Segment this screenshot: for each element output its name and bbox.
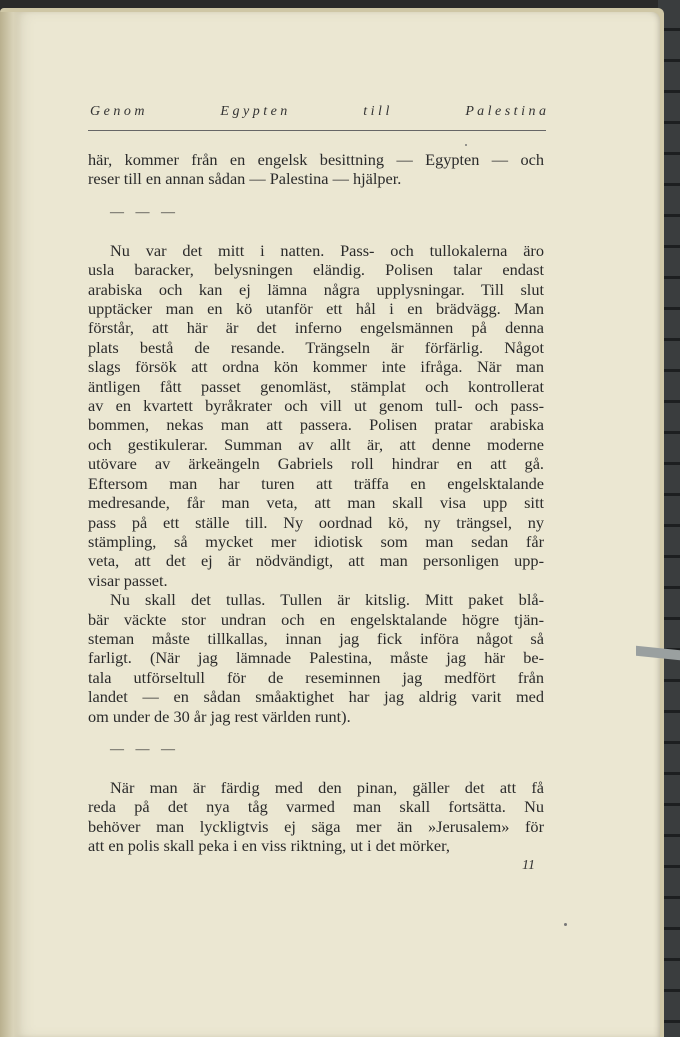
running-header-word: t i l l <box>363 104 390 119</box>
text-line: bommen, nekas man att passera. Polisen pratar arabiska <box>88 415 544 435</box>
running-header-word: P a l e s t i n a <box>465 104 546 119</box>
paragraph <box>88 150 544 189</box>
text-line: Nu var det mitt i natten. Pass- och tullokalerna äro <box>110 240 544 260</box>
paper-speck <box>564 923 567 926</box>
text-line: Eftersom man har turen att träffa en engelsktalande <box>88 473 544 493</box>
text-line: plats bestå de resande. Trängseln är förfärlig. Något <box>88 337 544 357</box>
text-line: visar passet. <box>88 570 168 590</box>
paragraph <box>88 590 544 726</box>
text-line: medresande, får man veta, att man skall visa upp sitt <box>88 493 544 513</box>
text-line: och gestikulerar. Summan av allt är, att denne moderne <box>88 434 544 454</box>
text-line: att en polis skall peka i en viss riktning, ut i det mörker, <box>88 836 450 856</box>
text-line: steman måste tillkallas, innan jag fick införa något så <box>88 628 544 648</box>
text-line: behöver man lyckligtvis ej säga mer än »Jerusalem» för <box>88 816 544 836</box>
text-line: När man är färdig med den pinan, gäller det att få <box>110 777 544 797</box>
text-line: här, kommer från en engelsk besittning — Egypten — och <box>88 150 544 169</box>
text-line: utövare av ärkeängeln Gabriels roll hindrar en att gå. <box>88 454 544 474</box>
section-separator: — — — <box>110 741 179 757</box>
running-header-word: G e n o m <box>90 104 145 119</box>
text-line: arabiska och kan ej lämna några upplysningar. Till slut <box>88 279 544 299</box>
paragraph <box>88 241 544 590</box>
text-line: landet — en sådan småaktighet har jag aldrig varit med <box>88 687 544 707</box>
running-header <box>90 104 546 120</box>
text-line: förstår, att här är det inferno engelsmännen på denna <box>88 318 544 338</box>
text-line: farligt. (När jag lämnade Palestina, måste jag här be- <box>88 648 544 668</box>
body-text <box>88 150 544 856</box>
paragraph <box>88 778 544 856</box>
section-separator: — — — <box>110 204 179 220</box>
text-line: stämpling, så mycket mer idiotisk som man sedan får <box>88 531 544 551</box>
text-line: bär väckte stor undran och en engelsktalande högre tjän- <box>88 609 544 629</box>
header-rule <box>88 130 546 131</box>
text-line: av en kvartett byråkrater och vill ut genom tull- och pass- <box>88 396 544 416</box>
page-gutter-shadow <box>0 12 22 1037</box>
text-line: usla baracker, belysningen eländig. Polisen talar endast <box>88 260 544 280</box>
text-line: tala utförseltull för de reseminnen jag medfört från <box>88 667 544 687</box>
text-line: om under de 30 år jag rest världen runt). <box>88 706 351 726</box>
text-line: äntligen fått passet genomläst, stämplat och kontrollerat <box>88 376 544 396</box>
text-line: Nu skall det tullas. Tullen är kitslig. Mitt paket blå- <box>110 590 544 610</box>
paper-speck <box>465 144 467 146</box>
text-line: reda på det nya tåg varmed man skall fortsätta. Nu <box>88 797 544 817</box>
text-line: veta, att det ej är nödvändigt, att man personligen upp- <box>88 551 544 571</box>
page-number: 11 <box>522 858 535 873</box>
text-line: pass på ett ställe till. Ny oordnad kö, ny trängsel, ny <box>88 512 544 532</box>
running-header-word: E g y p t e n <box>220 104 288 119</box>
text-line: reser till en annan sådan — Palestina — hjälper. <box>88 169 402 189</box>
text-line: upptäcker man en kö utanför ett hål i en brädvägg. Man <box>88 299 544 319</box>
text-line: slags försök att ordna kön kommer inte ifråga. När man <box>88 357 544 377</box>
